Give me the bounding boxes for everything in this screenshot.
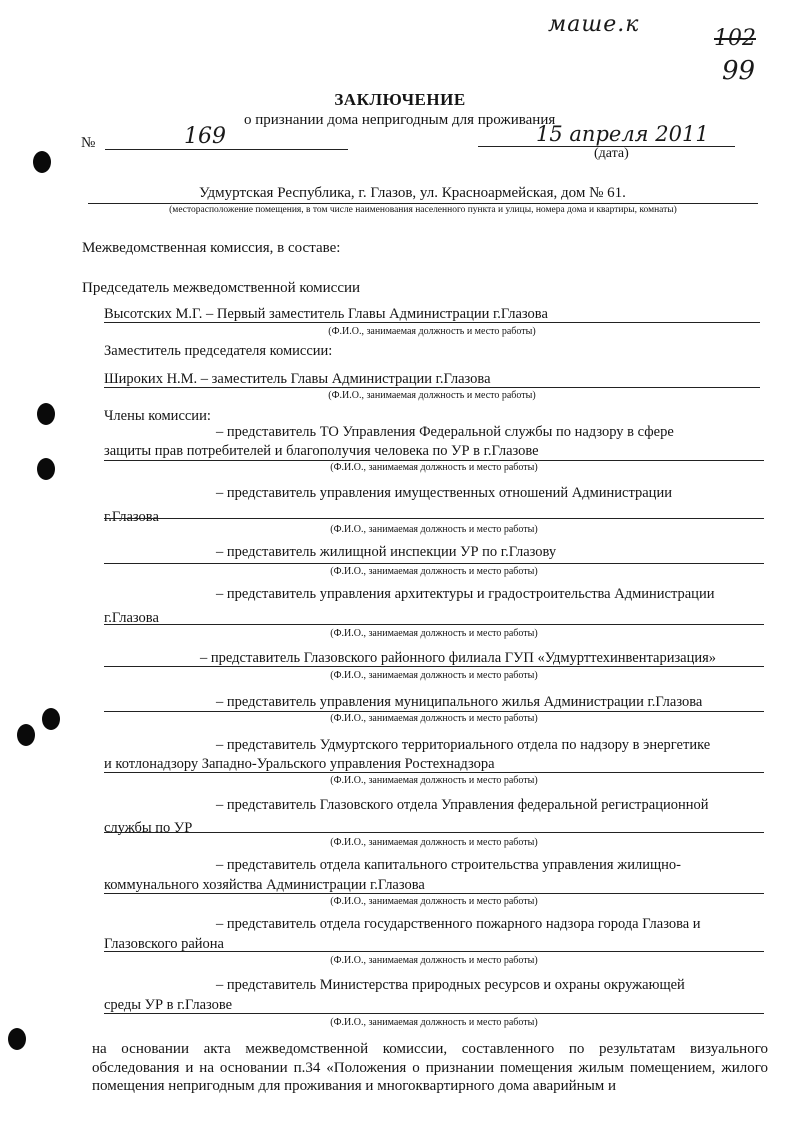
member-9-underline xyxy=(104,893,764,894)
page-number: 99 xyxy=(722,56,756,86)
member-1-line1: – представитель ТО Управления Федеральной службы по надзору в сфере xyxy=(216,424,674,440)
member-6-underline xyxy=(104,711,764,712)
basis-paragraph: на основании акта межведомственной комиссии, составленного по результатам визуального обследования и на основании п.34 «Положения о признании помещения жилым помещением, жилого помещения непригодным для проживания и многоквартирного дома аварийным и xyxy=(92,1041,768,1094)
punch-hole-3 xyxy=(37,458,55,480)
number-label: № xyxy=(81,135,96,151)
deputy-caption: (Ф.И.О., занимаемая должность и место работы) xyxy=(328,390,536,401)
member-1-line2: защиты прав потребителей и благополучия человека по УР в г.Глазове xyxy=(104,443,539,459)
member-2-underline xyxy=(104,518,764,519)
punch-hole-6 xyxy=(8,1028,26,1050)
member-1-caption: (Ф.И.О., занимаемая должность и место работы) xyxy=(330,462,538,473)
punch-hole-1 xyxy=(33,151,51,173)
member-5-line1: – представитель Глазовского районного филиала ГУП «Удмурттехинвентаризация» xyxy=(200,650,717,666)
member-2-line1: – представитель управления имущественных отношений Администрации xyxy=(216,485,672,501)
member-4-line2: г.Глазова xyxy=(104,610,159,626)
punch-hole-4 xyxy=(42,708,60,730)
address-underline xyxy=(88,203,758,204)
member-8-caption: (Ф.И.О., занимаемая должность и место работы) xyxy=(330,837,538,848)
document-subtitle: о признании дома непригодным для проживания xyxy=(244,112,556,128)
property-address: Удмуртская Республика, г. Глазов, ул. Красноармейская, дом № 61. xyxy=(199,185,626,201)
member-8-underline xyxy=(104,832,764,833)
member-7-line2: и котлонадзору Западно-Уральского управления Ростехнадзора xyxy=(104,756,495,772)
member-10-caption: (Ф.И.О., занимаемая должность и место работы) xyxy=(330,955,538,966)
commission-intro: Межведомственная комиссия, в составе: xyxy=(82,240,341,256)
member-7-caption: (Ф.И.О., занимаемая должность и место работы) xyxy=(330,775,538,786)
member-10-line1: – представитель отдела государственного пожарного надзора города Глазова и xyxy=(216,916,701,932)
member-5-caption: (Ф.И.О., занимаемая должность и место работы) xyxy=(330,670,538,681)
members-label: Члены комиссии: xyxy=(104,408,211,424)
member-8-line2: службы по УР xyxy=(104,820,193,836)
member-2-caption: (Ф.И.О., занимаемая должность и место работы) xyxy=(330,524,538,535)
member-7-line1: – представитель Удмуртского территориального отдела по надзору в энергетике xyxy=(216,737,711,753)
date-caption: (дата) xyxy=(594,146,629,161)
member-10-underline xyxy=(104,951,764,952)
document-number: 169 xyxy=(184,124,226,149)
document-date: 15 апреля 2011 xyxy=(536,122,709,146)
member-9-line1: – представитель отдела капитального строительства управления жилищно- xyxy=(216,857,681,873)
member-4-caption: (Ф.И.О., занимаемая должность и место работы) xyxy=(330,628,538,639)
document-title: ЗАКЛЮЧЕНИЕ xyxy=(334,90,466,109)
member-3-underline xyxy=(104,563,764,564)
member-10-line2: Глазовского района xyxy=(104,936,224,952)
deputy-underline xyxy=(104,387,760,388)
number-underline xyxy=(105,149,348,150)
member-7-underline xyxy=(104,772,764,773)
member-3-caption: (Ф.И.О., занимаемая должность и место работы) xyxy=(330,566,538,577)
struck-page-number: 102 xyxy=(714,26,756,51)
member-4-line1: – представитель управления архитектуры и градостроительства Администрации xyxy=(216,586,715,602)
handwritten-note: маше.к xyxy=(548,12,640,37)
chair-caption: (Ф.И.О., занимаемая должность и место работы) xyxy=(328,326,536,337)
member-5-underline xyxy=(104,666,764,667)
member-11-caption: (Ф.И.О., занимаемая должность и место работы) xyxy=(330,1017,538,1028)
member-2-line2: г.Глазова xyxy=(104,509,159,525)
member-6-caption: (Ф.И.О., занимаемая должность и место работы) xyxy=(330,713,538,724)
chair-underline xyxy=(104,322,760,323)
member-11-line2: среды УР в г.Глазове xyxy=(104,997,233,1013)
member-9-caption: (Ф.И.О., занимаемая должность и место работы) xyxy=(330,896,538,907)
member-11-line1: – представитель Министерства природных ресурсов и охраны окружающей xyxy=(216,977,685,993)
member-9-line2: коммунального хозяйства Администрации г.Глазова xyxy=(104,877,425,893)
deputy-label: Заместитель председателя комиссии: xyxy=(104,343,333,359)
member-1-underline xyxy=(104,460,764,461)
member-4-underline xyxy=(104,624,764,625)
member-8-line1: – представитель Глазовского отдела Управления федеральной регистрационной xyxy=(216,797,709,813)
member-11-underline xyxy=(104,1013,764,1014)
chair-value: Высотских М.Г. – Первый заместитель Главы Администрации г.Глазова xyxy=(104,306,548,322)
deputy-value: Широких Н.М. – заместитель Главы Администрации г.Глазова xyxy=(104,371,491,387)
chair-label: Председатель межведомственной комиссии xyxy=(82,280,361,296)
punch-hole-5 xyxy=(17,724,35,746)
punch-hole-2 xyxy=(37,403,55,425)
address-caption: (месторасположение помещения, в том числе наименования населенного пункта и улицы, номера дома и квартиры, комнаты) xyxy=(169,205,677,215)
member-3-line1: – представитель жилищной инспекции УР по г.Глазову xyxy=(216,544,557,560)
member-6-line1: – представитель управления муниципального жилья Администрации г.Глазова xyxy=(216,694,703,710)
